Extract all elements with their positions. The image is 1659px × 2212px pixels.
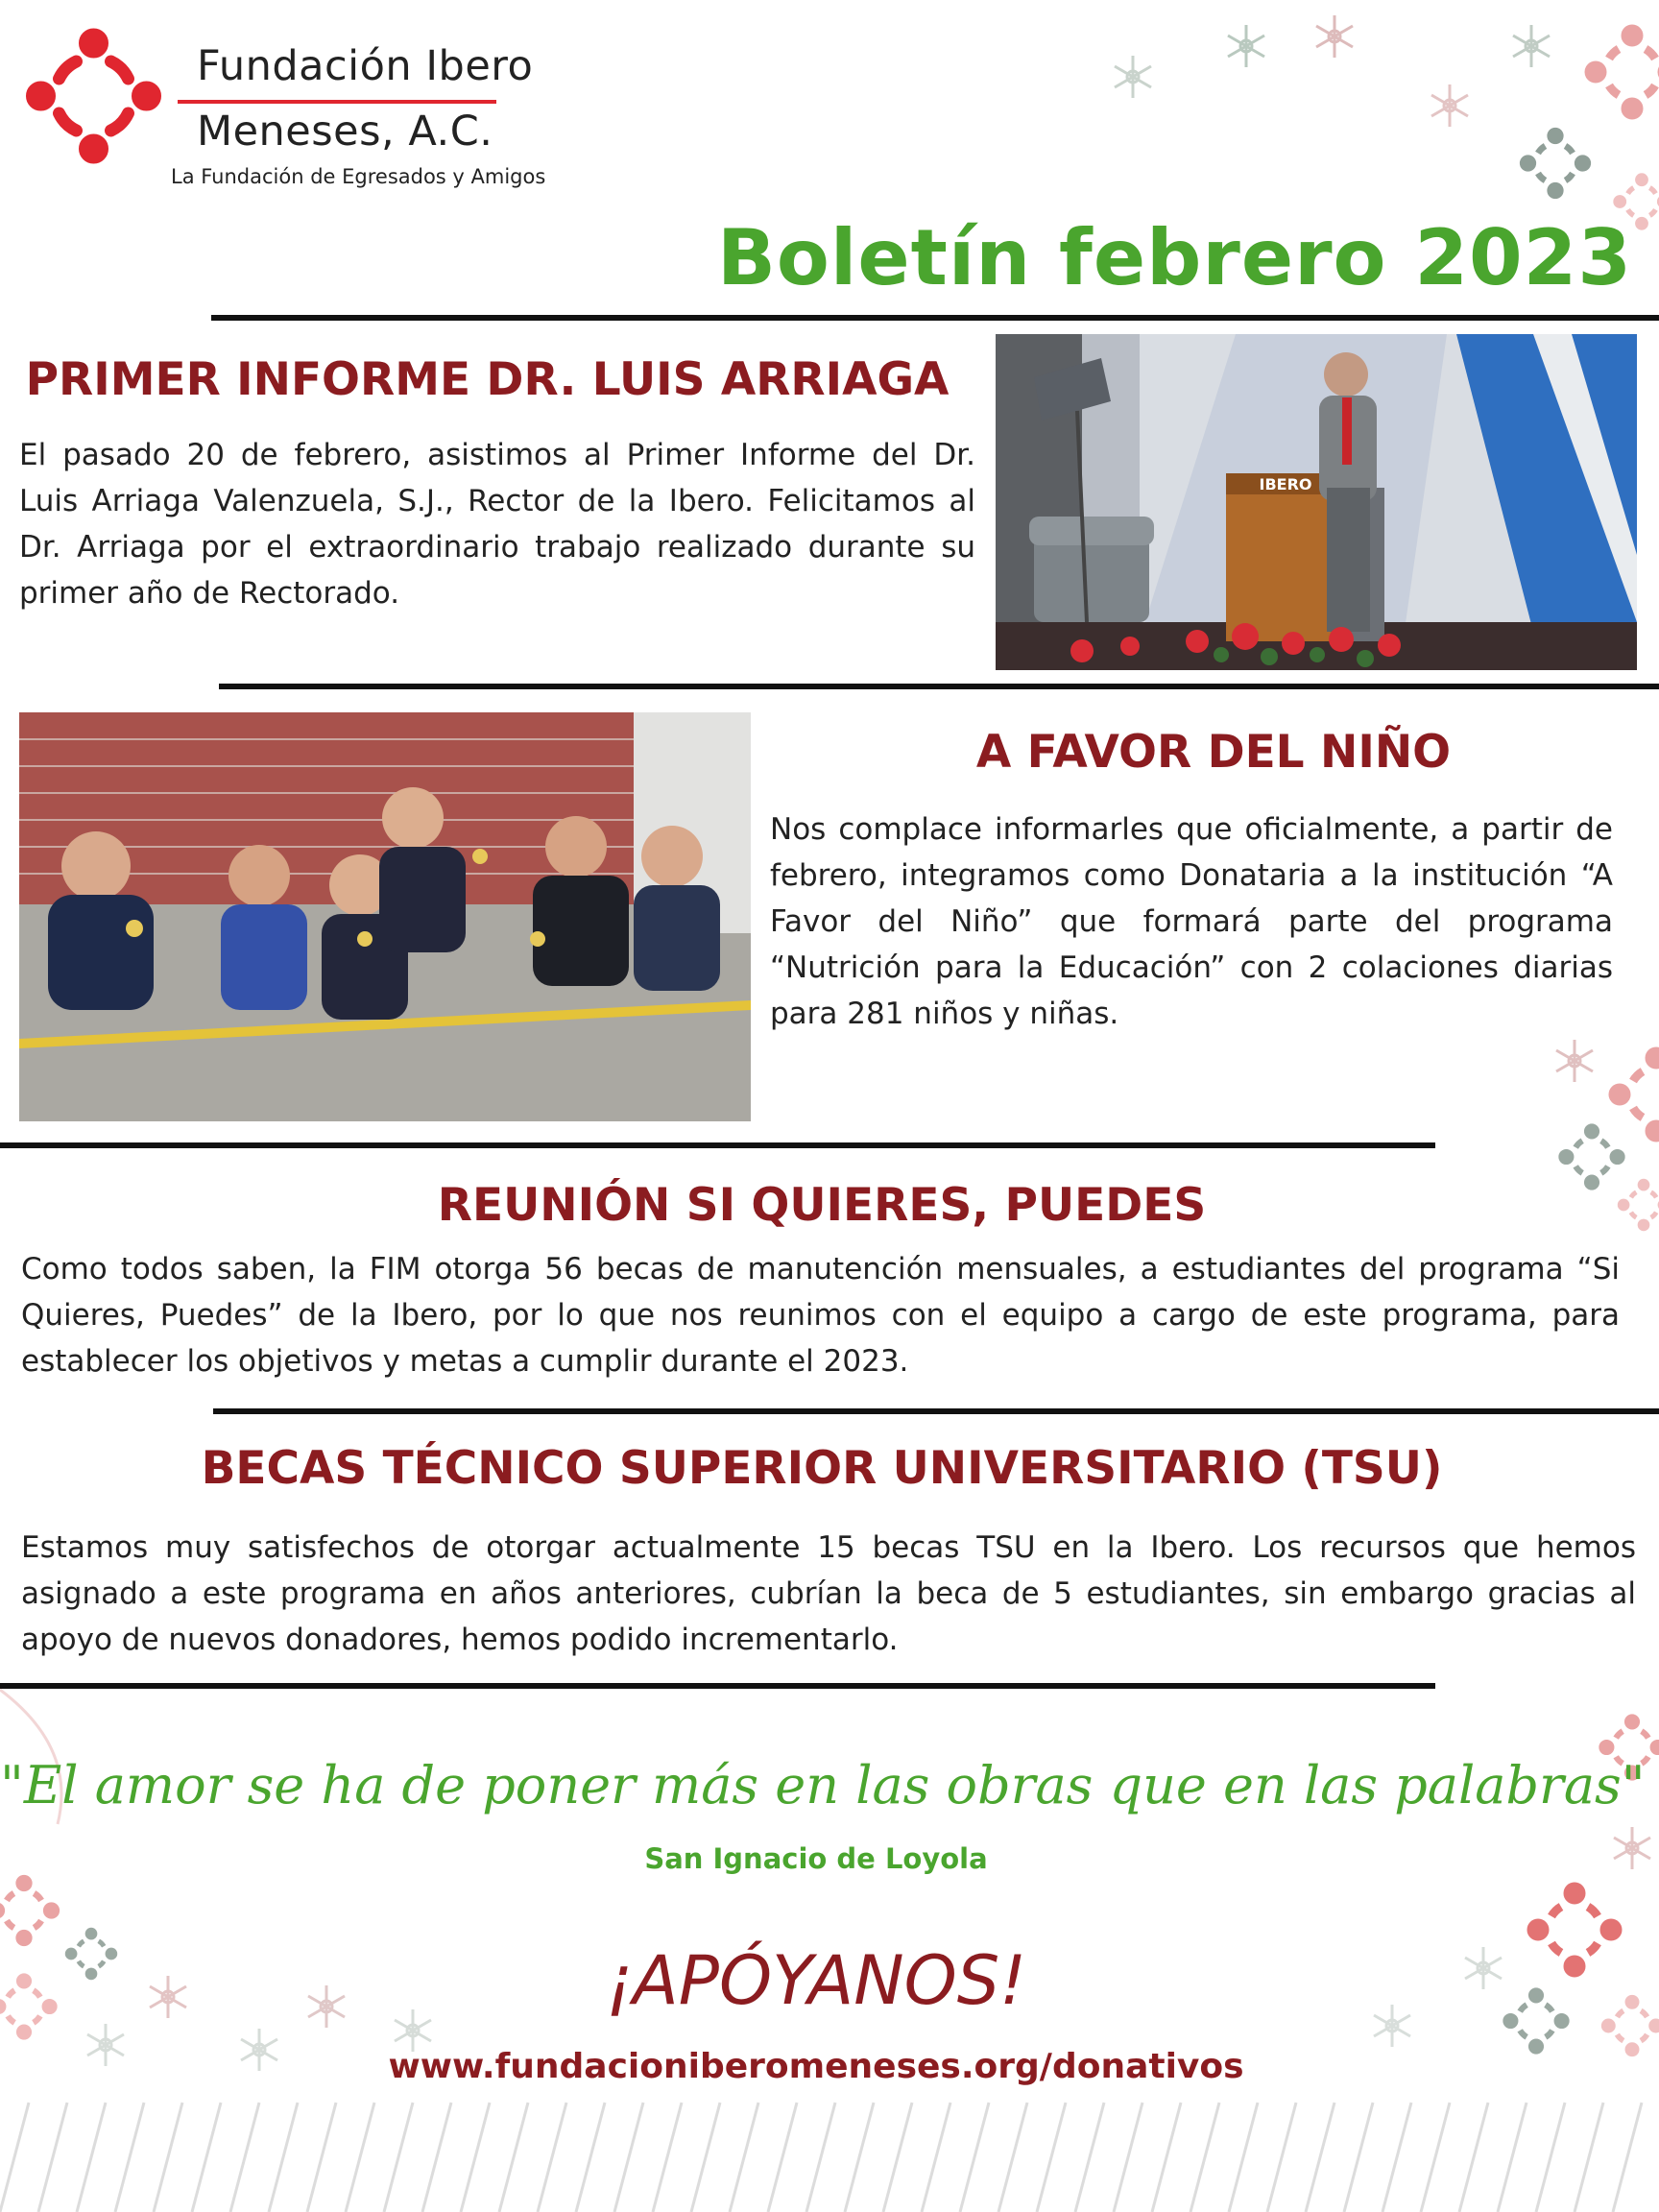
donation-link[interactable]: www.fundacioniberomeneses.org/donativos [388, 2047, 1244, 2086]
org-name-line2: Meneses, A.C. [197, 108, 493, 156]
fundacion-logo-icon [19, 24, 168, 168]
footer-quote: "El amor se ha de poner más en las obras que en las palabras" [0, 1755, 1646, 1815]
section-divider-4 [0, 1683, 1435, 1689]
photo-children-eating [19, 712, 751, 1121]
page-title: Boletín febrero 2023 [716, 213, 1632, 302]
org-name-line1: Fundación Ibero [197, 42, 534, 90]
title-divider [211, 315, 1659, 321]
section-body-a-favor-del-nino: Nos complace informarles que oficialmente, a partir de febrero, integramos como Donataria a la institución “A Favor del Niño” que formará parte del programa “Nutrición para la Educación” con 2 colaciones diarias para 281 niños y niñas. [770, 812, 1613, 1031]
section-title-a-favor-del-nino: A FAVOR DEL NIÑO [975, 726, 1452, 779]
section-title-becas-tsu: BECAS TÉCNICO SUPERIOR UNIVERSITARIO (TSU) [201, 1442, 1443, 1495]
section-title-primer-informe: PRIMER INFORME DR. LUIS ARRIAGA [25, 353, 950, 406]
photo-rector-podium [996, 334, 1637, 670]
section-body-becas-tsu: Estamos muy satisfechos de otorgar actualmente 15 becas TSU en la Ibero. Los recursos que hemos asignado a este programa en años anteriores, cubrían la beca de 5 estudiantes, sin embargo gracias al apoyo de nuevos donadores, hemos podido incrementarlo. [21, 1530, 1636, 1657]
section-body-primer-informe: El pasado 20 de febrero, asistimos al Primer Informe del Dr. Luis Arriaga Valenzuela, S.J., Rector de la Ibero. Felicitamos al Dr. Arriaga por el extraordinario trabajo realizado durante su primer año de Rectorado. [19, 438, 975, 611]
section-divider-1 [219, 684, 1659, 689]
org-tagline: La Fundación de Egresados y Amigos [171, 165, 546, 188]
footer-quote-author: San Ignacio de Loyola [644, 1842, 988, 1875]
section-divider-2 [0, 1142, 1435, 1148]
logo-divider [178, 100, 496, 104]
podium-sign-text: IBERO [1259, 475, 1312, 493]
support-cta-heading: ¡APÓYANOS! [605, 1941, 1027, 2020]
section-divider-3 [213, 1408, 1659, 1414]
section-title-si-quieres-puedes: REUNIÓN SI QUIERES, PUEDES [437, 1179, 1207, 1232]
section-body-si-quieres-puedes: Como todos saben, la FIM otorga 56 becas de manutención mensuales, a estudiantes del programa “Si Quieres, Puedes” de la Ibero, por lo que nos reunimos con el equipo a cargo de este programa, para establecer los objetivos y metas a cumplir durante el 2023. [21, 1252, 1620, 1379]
